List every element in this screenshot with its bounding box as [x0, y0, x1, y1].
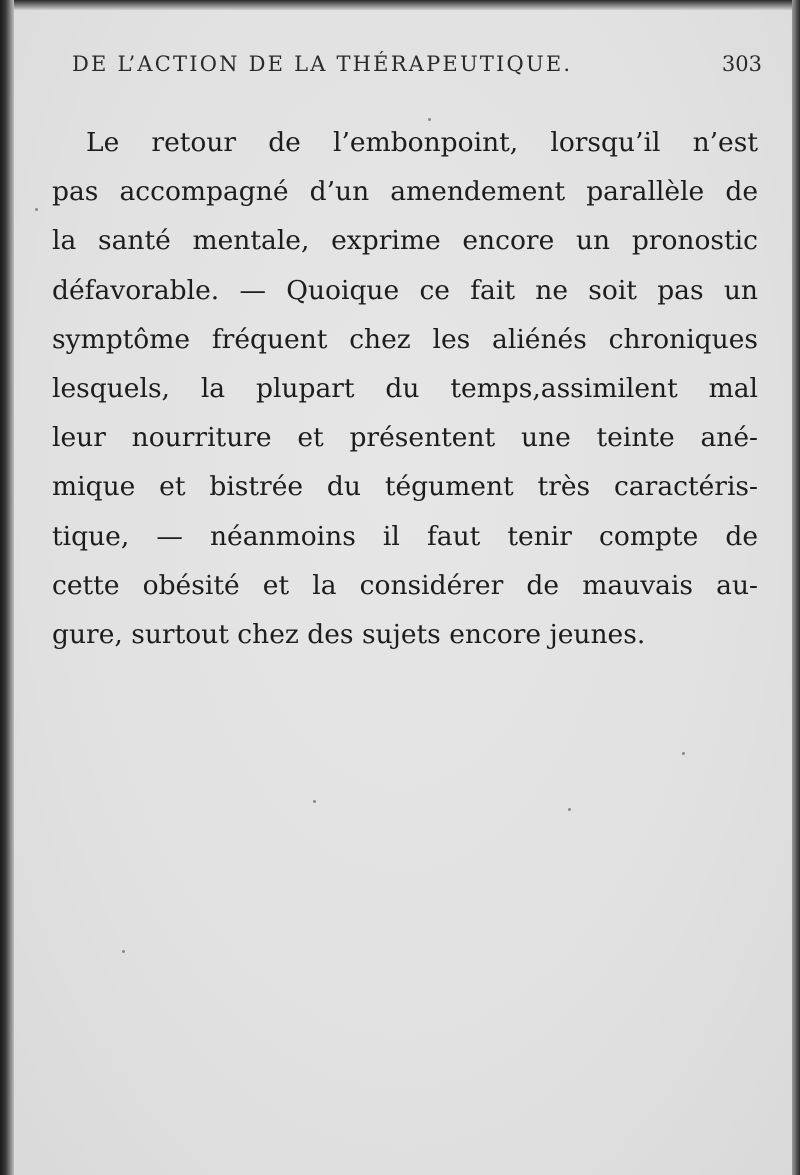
running-head-title: DE L’ACTION DE LA THÉRAPEUTIQUE.	[72, 52, 573, 76]
text-line: pas accompagné d’un amendement parallèle de	[52, 176, 758, 208]
paper-speck	[428, 118, 431, 121]
scan-edge-top	[0, 0, 800, 10]
paper-speck	[122, 950, 125, 953]
text-line: Le retour de l’embonpoint, lorsqu’il n’est	[86, 127, 758, 158]
text-line: tique, — néanmoins il faut tenir compte de	[52, 520, 758, 552]
text-line: gure, surtout chez des sujets encore jeunes.	[52, 618, 646, 650]
running-head	[72, 52, 762, 76]
page-number: 303	[721, 52, 762, 76]
scan-edge-left	[0, 0, 14, 1175]
paper-speck	[313, 800, 316, 803]
paper-speck	[35, 208, 38, 211]
scan-edge-right	[792, 0, 800, 1175]
text-line: cette obésité et la considérer de mauvais au-	[52, 569, 758, 601]
text-line: leur nourriture et présentent une teinte ané-	[52, 422, 758, 454]
text-line: la santé mentale, exprime encore un pronostic	[52, 225, 758, 257]
text-line: mique et bistrée du tégument très caractéris-	[52, 471, 758, 503]
body-paragraph	[52, 118, 758, 659]
text-line: symptôme fréquent chez les aliénés chroniques	[52, 323, 758, 355]
text-line: lesquels, la plupart du temps,assimilent mal	[52, 372, 758, 404]
paper-speck	[682, 752, 685, 755]
text-line: défavorable. — Quoique ce fait ne soit pas un	[52, 274, 758, 306]
paper-speck	[568, 808, 571, 811]
